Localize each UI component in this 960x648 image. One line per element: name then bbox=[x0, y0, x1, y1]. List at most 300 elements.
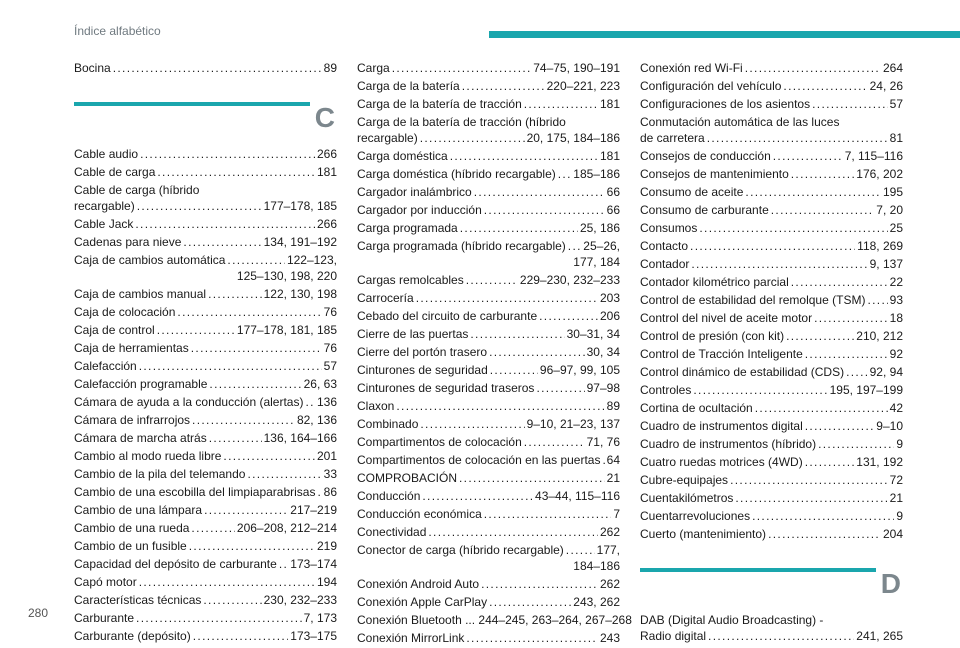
dot-leader bbox=[814, 310, 888, 326]
dot-leader bbox=[524, 96, 598, 112]
dot-leader bbox=[708, 628, 854, 644]
index-entry bbox=[640, 472, 903, 488]
dot-leader bbox=[786, 328, 854, 344]
entry-term: recargable) bbox=[74, 199, 135, 213]
dot-leader bbox=[204, 502, 288, 518]
entry-term: Cargador por inducción bbox=[357, 203, 482, 217]
dot-leader bbox=[157, 322, 235, 338]
entry-term: Conexión MirrorLink bbox=[357, 631, 465, 645]
entry-term: Conmutación automática de las luces bbox=[640, 115, 840, 129]
dot-leader bbox=[223, 448, 315, 464]
entry-pages: 9–10 bbox=[876, 419, 903, 433]
index-entry bbox=[640, 274, 903, 290]
index-entry bbox=[357, 506, 620, 522]
entry-term: Carburante (depósito) bbox=[74, 629, 191, 643]
dot-leader bbox=[459, 470, 605, 486]
entry-term: Cinturones de seguridad traseros bbox=[357, 381, 535, 395]
entry-term: Cargador inalámbrico bbox=[357, 185, 472, 199]
index-entry bbox=[74, 304, 337, 320]
entry-term: Control del nivel de aceite motor bbox=[640, 311, 813, 325]
dot-leader bbox=[867, 292, 887, 308]
entry-term: Cortina de ocultación bbox=[640, 401, 753, 415]
entry-term: Caja de cambios automática bbox=[74, 253, 226, 267]
index-column-3 bbox=[640, 60, 903, 646]
index-entry bbox=[74, 610, 337, 626]
dot-leader bbox=[247, 466, 321, 482]
index-entry bbox=[357, 488, 620, 504]
index-entry bbox=[357, 326, 620, 342]
entry-pages: 210, 212 bbox=[856, 329, 903, 343]
section-letter: C bbox=[314, 102, 335, 133]
entry-term: Cable de carga (híbrido bbox=[74, 183, 200, 197]
index-entry bbox=[74, 234, 337, 250]
entry-pages-continued: 177, 184 bbox=[573, 255, 620, 269]
entry-term: Carga programada bbox=[357, 221, 458, 235]
entry-pages: 25 bbox=[889, 221, 903, 235]
entry-term: Calefacción bbox=[74, 359, 137, 373]
entry-pages: 173–174 bbox=[290, 557, 337, 571]
index-column-1 bbox=[74, 60, 337, 646]
index-entry bbox=[640, 130, 903, 146]
dot-leader bbox=[524, 434, 585, 450]
entry-pages: 219 bbox=[316, 539, 337, 553]
entry-term: recargable) bbox=[357, 131, 418, 145]
entry-pages: 81 bbox=[889, 131, 903, 145]
index-entry bbox=[640, 114, 903, 130]
dot-leader bbox=[735, 490, 887, 506]
entry-pages: 30, 34 bbox=[586, 345, 620, 359]
index-entry bbox=[74, 502, 337, 518]
entry-pages: 7, 115–116 bbox=[844, 149, 903, 163]
entry-pages: 18 bbox=[889, 311, 903, 325]
entry-term: Cuentarrevoluciones bbox=[640, 509, 751, 523]
entry-term: Carga programada (híbrido recargable) bbox=[357, 239, 566, 253]
entry-term: Cuentakilómetros bbox=[640, 491, 734, 505]
dot-leader bbox=[209, 376, 301, 392]
dot-leader bbox=[805, 418, 875, 434]
index-entry bbox=[640, 612, 903, 628]
entry-pages: 266 bbox=[316, 217, 337, 231]
entry-pages: 93 bbox=[889, 293, 903, 307]
dot-leader bbox=[536, 380, 584, 396]
index-entry bbox=[357, 130, 620, 146]
index-entry bbox=[640, 202, 903, 218]
dot-leader bbox=[707, 130, 888, 146]
entry-pages: 9 bbox=[896, 509, 903, 523]
dot-leader bbox=[191, 340, 322, 356]
dot-leader bbox=[745, 60, 881, 76]
index-entry bbox=[640, 310, 903, 326]
entry-pages: 230, 232–233 bbox=[263, 593, 337, 607]
index-entry bbox=[357, 344, 620, 360]
entry-pages: 181 bbox=[316, 165, 337, 179]
dot-leader bbox=[416, 290, 598, 306]
entry-term: Contador bbox=[640, 257, 690, 271]
entry-pages: 76 bbox=[323, 341, 337, 355]
entry-pages: 42 bbox=[889, 401, 903, 415]
section-header-c bbox=[74, 102, 337, 142]
entry-pages: 241, 265 bbox=[856, 629, 903, 643]
dot-leader bbox=[484, 506, 612, 522]
entry-term: Capacidad del depósito de carburante bbox=[74, 557, 277, 571]
index-entry bbox=[640, 490, 903, 506]
entry-pages: 134, 191–192 bbox=[263, 235, 337, 249]
index-entry bbox=[640, 184, 903, 200]
entry-pages: 181 bbox=[599, 149, 620, 163]
dot-leader bbox=[755, 400, 888, 416]
index-entry bbox=[74, 198, 337, 214]
entry-term: Contacto bbox=[640, 239, 689, 253]
entry-pages: 97–98 bbox=[586, 381, 620, 395]
index-entry bbox=[357, 220, 620, 236]
index-entry bbox=[640, 418, 903, 434]
entry-pages: 181 bbox=[599, 97, 620, 111]
index-entry bbox=[640, 96, 903, 112]
dot-leader bbox=[157, 164, 315, 180]
dot-leader bbox=[460, 220, 578, 236]
entry-term: Cámara de marcha atrás bbox=[74, 431, 207, 445]
entry-pages: 30–31, 34 bbox=[566, 327, 620, 341]
entry-pages: 136 bbox=[316, 395, 337, 409]
entry-pages: 74–75, 190–191 bbox=[533, 61, 620, 75]
dot-leader bbox=[745, 184, 881, 200]
index-entry bbox=[357, 238, 620, 270]
entry-term: Cinturones de seguridad bbox=[357, 363, 488, 377]
entry-pages: 177, bbox=[596, 543, 620, 557]
entry-pages: 24, 26 bbox=[869, 79, 903, 93]
dot-leader bbox=[392, 60, 532, 76]
dot-leader bbox=[466, 630, 598, 646]
entry-term: Cuadro de instrumentos (híbrido) bbox=[640, 437, 817, 451]
entry-pages: 243 bbox=[599, 631, 620, 645]
dot-leader bbox=[768, 526, 881, 542]
dot-leader bbox=[693, 382, 827, 398]
entry-pages: 33 bbox=[323, 467, 337, 481]
entry-pages: 176, 202 bbox=[856, 167, 903, 181]
entry-term: Control de presión (con kit) bbox=[640, 329, 785, 343]
entry-term: Cambio de una lámpara bbox=[74, 503, 203, 517]
dot-leader bbox=[771, 202, 875, 218]
index-entry bbox=[74, 628, 337, 644]
entry-term: Cambio de una rueda bbox=[74, 521, 190, 535]
index-entry bbox=[74, 574, 337, 590]
index-entry bbox=[357, 114, 620, 130]
index-entry bbox=[640, 238, 903, 254]
index-entry bbox=[74, 146, 337, 162]
index-entry bbox=[357, 308, 620, 324]
index-entry bbox=[74, 340, 337, 356]
entry-pages: 262 bbox=[599, 577, 620, 591]
entry-term: Caja de herramientas bbox=[74, 341, 189, 355]
dot-leader bbox=[113, 60, 322, 76]
dot-leader bbox=[474, 184, 605, 200]
entry-term: Conexión Bluetooth ... 244–245, 263–264, 267–268 bbox=[357, 613, 632, 627]
entry-term: Configuración del vehículo bbox=[640, 79, 782, 93]
index-entry bbox=[640, 628, 903, 644]
index-entry bbox=[357, 594, 620, 610]
dot-leader bbox=[462, 78, 545, 94]
entry-pages: 7, 173 bbox=[303, 611, 337, 625]
entry-term: Conducción económica bbox=[357, 507, 482, 521]
dot-leader bbox=[481, 576, 598, 592]
section-rule bbox=[640, 568, 876, 572]
index-column-2 bbox=[357, 60, 632, 648]
entry-term: Claxon bbox=[357, 399, 395, 413]
dot-leader bbox=[791, 166, 855, 182]
entry-term: Cebado del circuito de carburante bbox=[357, 309, 538, 323]
index-entry bbox=[74, 448, 337, 464]
entry-pages: 89 bbox=[606, 399, 620, 413]
entry-term: Cubre-equipajes bbox=[640, 473, 729, 487]
entry-pages: 220–221, 223 bbox=[546, 79, 620, 93]
entry-pages: 217–219 bbox=[290, 503, 337, 517]
dot-leader bbox=[183, 234, 261, 250]
dot-leader bbox=[805, 346, 888, 362]
index-entry bbox=[640, 526, 903, 542]
dot-leader bbox=[470, 326, 564, 342]
header-accent-bar bbox=[489, 31, 960, 38]
index-entry bbox=[357, 470, 620, 486]
entry-term: Calefacción programable bbox=[74, 377, 208, 391]
entry-term: Conexión Apple CarPlay bbox=[357, 595, 488, 609]
dot-leader bbox=[227, 252, 285, 268]
index-entry bbox=[357, 524, 620, 540]
index-entry bbox=[74, 412, 337, 428]
entry-pages: 243, 262 bbox=[573, 595, 620, 609]
dot-leader bbox=[691, 256, 867, 272]
dot-leader bbox=[490, 362, 538, 378]
dot-leader bbox=[690, 238, 855, 254]
index-entry bbox=[357, 612, 632, 628]
entry-pages: 43–44, 115–116 bbox=[535, 489, 620, 503]
entry-pages: 203 bbox=[599, 291, 620, 305]
dot-leader bbox=[139, 574, 315, 590]
dot-leader bbox=[139, 358, 322, 374]
entry-pages: 206–208, 212–214 bbox=[236, 521, 337, 535]
entry-term: Contador kilométrico parcial bbox=[640, 275, 789, 289]
entry-pages: 64 bbox=[606, 453, 620, 467]
entry-pages: 195, 197–199 bbox=[829, 383, 903, 397]
dot-leader bbox=[805, 454, 855, 470]
index-entry bbox=[357, 78, 620, 94]
entry-term: Cargas remolcables bbox=[357, 273, 464, 287]
entry-term: Cámara de ayuda a la conducción (alertas) bbox=[74, 395, 304, 409]
dot-leader bbox=[484, 202, 605, 218]
entry-pages: 136, 164–166 bbox=[263, 431, 337, 445]
entry-pages: 194 bbox=[316, 575, 337, 589]
entry-term: Cable Jack bbox=[74, 217, 134, 231]
entry-pages: 173–175 bbox=[290, 629, 337, 643]
entry-term: Consumos bbox=[640, 221, 698, 235]
entry-pages: 177–178, 185 bbox=[263, 199, 337, 213]
dot-leader bbox=[489, 594, 571, 610]
entry-term: Cable de carga bbox=[74, 165, 156, 179]
index-entry bbox=[74, 592, 337, 608]
entry-pages: 66 bbox=[606, 203, 620, 217]
entry-pages: 82, 136 bbox=[296, 413, 337, 427]
dot-leader bbox=[812, 96, 888, 112]
entry-term: COMPROBACIÓN bbox=[357, 471, 458, 485]
index-entry bbox=[74, 164, 337, 180]
entry-pages: 76 bbox=[323, 305, 337, 319]
index-entry bbox=[74, 484, 337, 500]
dot-leader bbox=[396, 398, 604, 414]
index-entry bbox=[74, 538, 337, 554]
entry-pages: 25, 186 bbox=[579, 221, 620, 235]
index-entry bbox=[357, 202, 620, 218]
entry-pages: 57 bbox=[889, 97, 903, 111]
entry-term: Conducción bbox=[357, 489, 421, 503]
entry-term: Radio digital bbox=[640, 629, 707, 643]
entry-pages: 204 bbox=[882, 527, 903, 541]
entry-term: Control de Tracción Inteligente bbox=[640, 347, 803, 361]
entry-term: Configuraciones de los asientos bbox=[640, 97, 811, 111]
dot-leader bbox=[450, 148, 598, 164]
entry-pages: 7 bbox=[613, 507, 620, 521]
index-entry bbox=[74, 466, 337, 482]
entry-pages: 72 bbox=[889, 473, 903, 487]
entry-pages: 131, 192 bbox=[856, 455, 903, 469]
entry-pages: 92 bbox=[889, 347, 903, 361]
entry-term: Carburante bbox=[74, 611, 135, 625]
entry-pages: 66 bbox=[606, 185, 620, 199]
entry-term: Cuatro ruedas motrices (4WD) bbox=[640, 455, 803, 469]
dot-leader bbox=[602, 452, 604, 468]
dot-leader bbox=[208, 286, 262, 302]
dot-leader bbox=[428, 524, 598, 540]
entry-pages: 118, 269 bbox=[857, 239, 903, 253]
entry-pages-continued: 184–186 bbox=[573, 559, 620, 573]
section-header-d bbox=[640, 568, 903, 608]
entry-term: Características técnicas bbox=[74, 593, 202, 607]
entry-term: Consumo de carburante bbox=[640, 203, 769, 217]
entry-term: Carga doméstica bbox=[357, 149, 448, 163]
index-entry bbox=[357, 452, 620, 468]
entry-term: Conexión Android Auto bbox=[357, 577, 480, 591]
dot-leader bbox=[420, 130, 525, 146]
entry-pages: 96–97, 99, 105 bbox=[539, 363, 620, 377]
entry-pages: 92, 94 bbox=[869, 365, 903, 379]
index-entry bbox=[640, 220, 903, 236]
entry-pages: 266 bbox=[316, 147, 337, 161]
entry-term: Carrocería bbox=[357, 291, 414, 305]
index-entry bbox=[640, 256, 903, 272]
dot-leader bbox=[420, 416, 524, 432]
entry-pages: 264 bbox=[882, 61, 903, 75]
entry-term: Cambio de la pila del telemando bbox=[74, 467, 246, 481]
index-entry bbox=[640, 508, 903, 524]
dot-leader bbox=[209, 430, 262, 446]
index-entry bbox=[640, 400, 903, 416]
index-entry bbox=[74, 358, 337, 374]
index-entry bbox=[357, 630, 620, 646]
index-entry bbox=[640, 292, 903, 308]
index-entry bbox=[640, 346, 903, 362]
entry-pages: 185–186 bbox=[573, 167, 620, 181]
dot-leader bbox=[203, 592, 261, 608]
entry-term: Carga de la batería bbox=[357, 79, 460, 93]
entry-pages: 86 bbox=[323, 485, 337, 499]
entry-term: Cambio de una escobilla del limpiaparabrisas bbox=[74, 485, 316, 499]
entry-pages: 195 bbox=[882, 185, 903, 199]
dot-leader bbox=[305, 394, 315, 410]
dot-leader bbox=[191, 520, 234, 536]
dot-leader bbox=[192, 412, 295, 428]
entry-pages: 26, 63 bbox=[303, 377, 337, 391]
entry-pages: 9–10, 21–23, 137 bbox=[526, 417, 620, 431]
index-entry bbox=[357, 184, 620, 200]
dot-leader bbox=[135, 216, 315, 232]
dot-leader bbox=[177, 304, 321, 320]
index-entry bbox=[640, 148, 903, 164]
dot-leader bbox=[558, 166, 572, 182]
index-entry bbox=[74, 556, 337, 572]
index-entry bbox=[74, 252, 337, 284]
dot-leader bbox=[279, 556, 288, 572]
entry-term: Caja de colocación bbox=[74, 305, 176, 319]
index-entry bbox=[640, 454, 903, 470]
entry-pages: 25–26, bbox=[583, 239, 620, 253]
entry-term: Conector de carga (híbrido recargable) bbox=[357, 543, 564, 557]
index-entry bbox=[357, 272, 620, 288]
entry-term: Controles bbox=[640, 383, 692, 397]
entry-term: Capó motor bbox=[74, 575, 137, 589]
index-entry bbox=[74, 376, 337, 392]
entry-term: Bocina bbox=[74, 61, 111, 75]
index-entry bbox=[357, 398, 620, 414]
entry-term: Cámara de infrarrojos bbox=[74, 413, 191, 427]
index-entry bbox=[357, 416, 620, 432]
index-entry bbox=[640, 328, 903, 344]
entry-term: Caja de control bbox=[74, 323, 155, 337]
section-rule bbox=[74, 102, 310, 106]
entry-term: Cable audio bbox=[74, 147, 139, 161]
entry-term: Cuerto (mantenimiento) bbox=[640, 527, 767, 541]
entry-pages: 21 bbox=[889, 491, 903, 505]
dot-leader bbox=[136, 610, 302, 626]
dot-leader bbox=[539, 308, 598, 324]
entry-term: de carretera bbox=[640, 131, 705, 145]
index-entry bbox=[74, 216, 337, 232]
index-entry bbox=[357, 576, 620, 592]
entry-term: Cadenas para nieve bbox=[74, 235, 182, 249]
entry-term: Control de estabilidad del remolque (TSM) bbox=[640, 293, 866, 307]
index-entry bbox=[357, 148, 620, 164]
entry-term: Caja de cambios manual bbox=[74, 287, 207, 301]
entry-pages: 9, 137 bbox=[869, 257, 903, 271]
index-entry bbox=[640, 436, 903, 452]
dot-leader bbox=[566, 542, 595, 558]
entry-term: Cambio de un fusible bbox=[74, 539, 187, 553]
index-entry bbox=[74, 394, 337, 410]
index-entry bbox=[640, 60, 903, 76]
entry-pages: 122, 130, 198 bbox=[263, 287, 337, 301]
dot-leader bbox=[568, 238, 582, 254]
dot-leader bbox=[137, 198, 262, 214]
index-entry bbox=[640, 78, 903, 94]
entry-term: Control dinámico de estabilidad (CDS) bbox=[640, 365, 845, 379]
entry-pages: 20, 175, 184–186 bbox=[526, 131, 620, 145]
index-entry bbox=[357, 542, 620, 574]
entry-pages: 21 bbox=[606, 471, 620, 485]
entry-term: Carga de la batería de tracción bbox=[357, 97, 522, 111]
index-entry bbox=[357, 60, 620, 76]
section-letter: D bbox=[880, 568, 901, 599]
dot-leader bbox=[140, 146, 315, 162]
entry-pages: 206 bbox=[599, 309, 620, 323]
dot-leader bbox=[818, 436, 894, 452]
entry-term: Carga bbox=[357, 61, 390, 75]
